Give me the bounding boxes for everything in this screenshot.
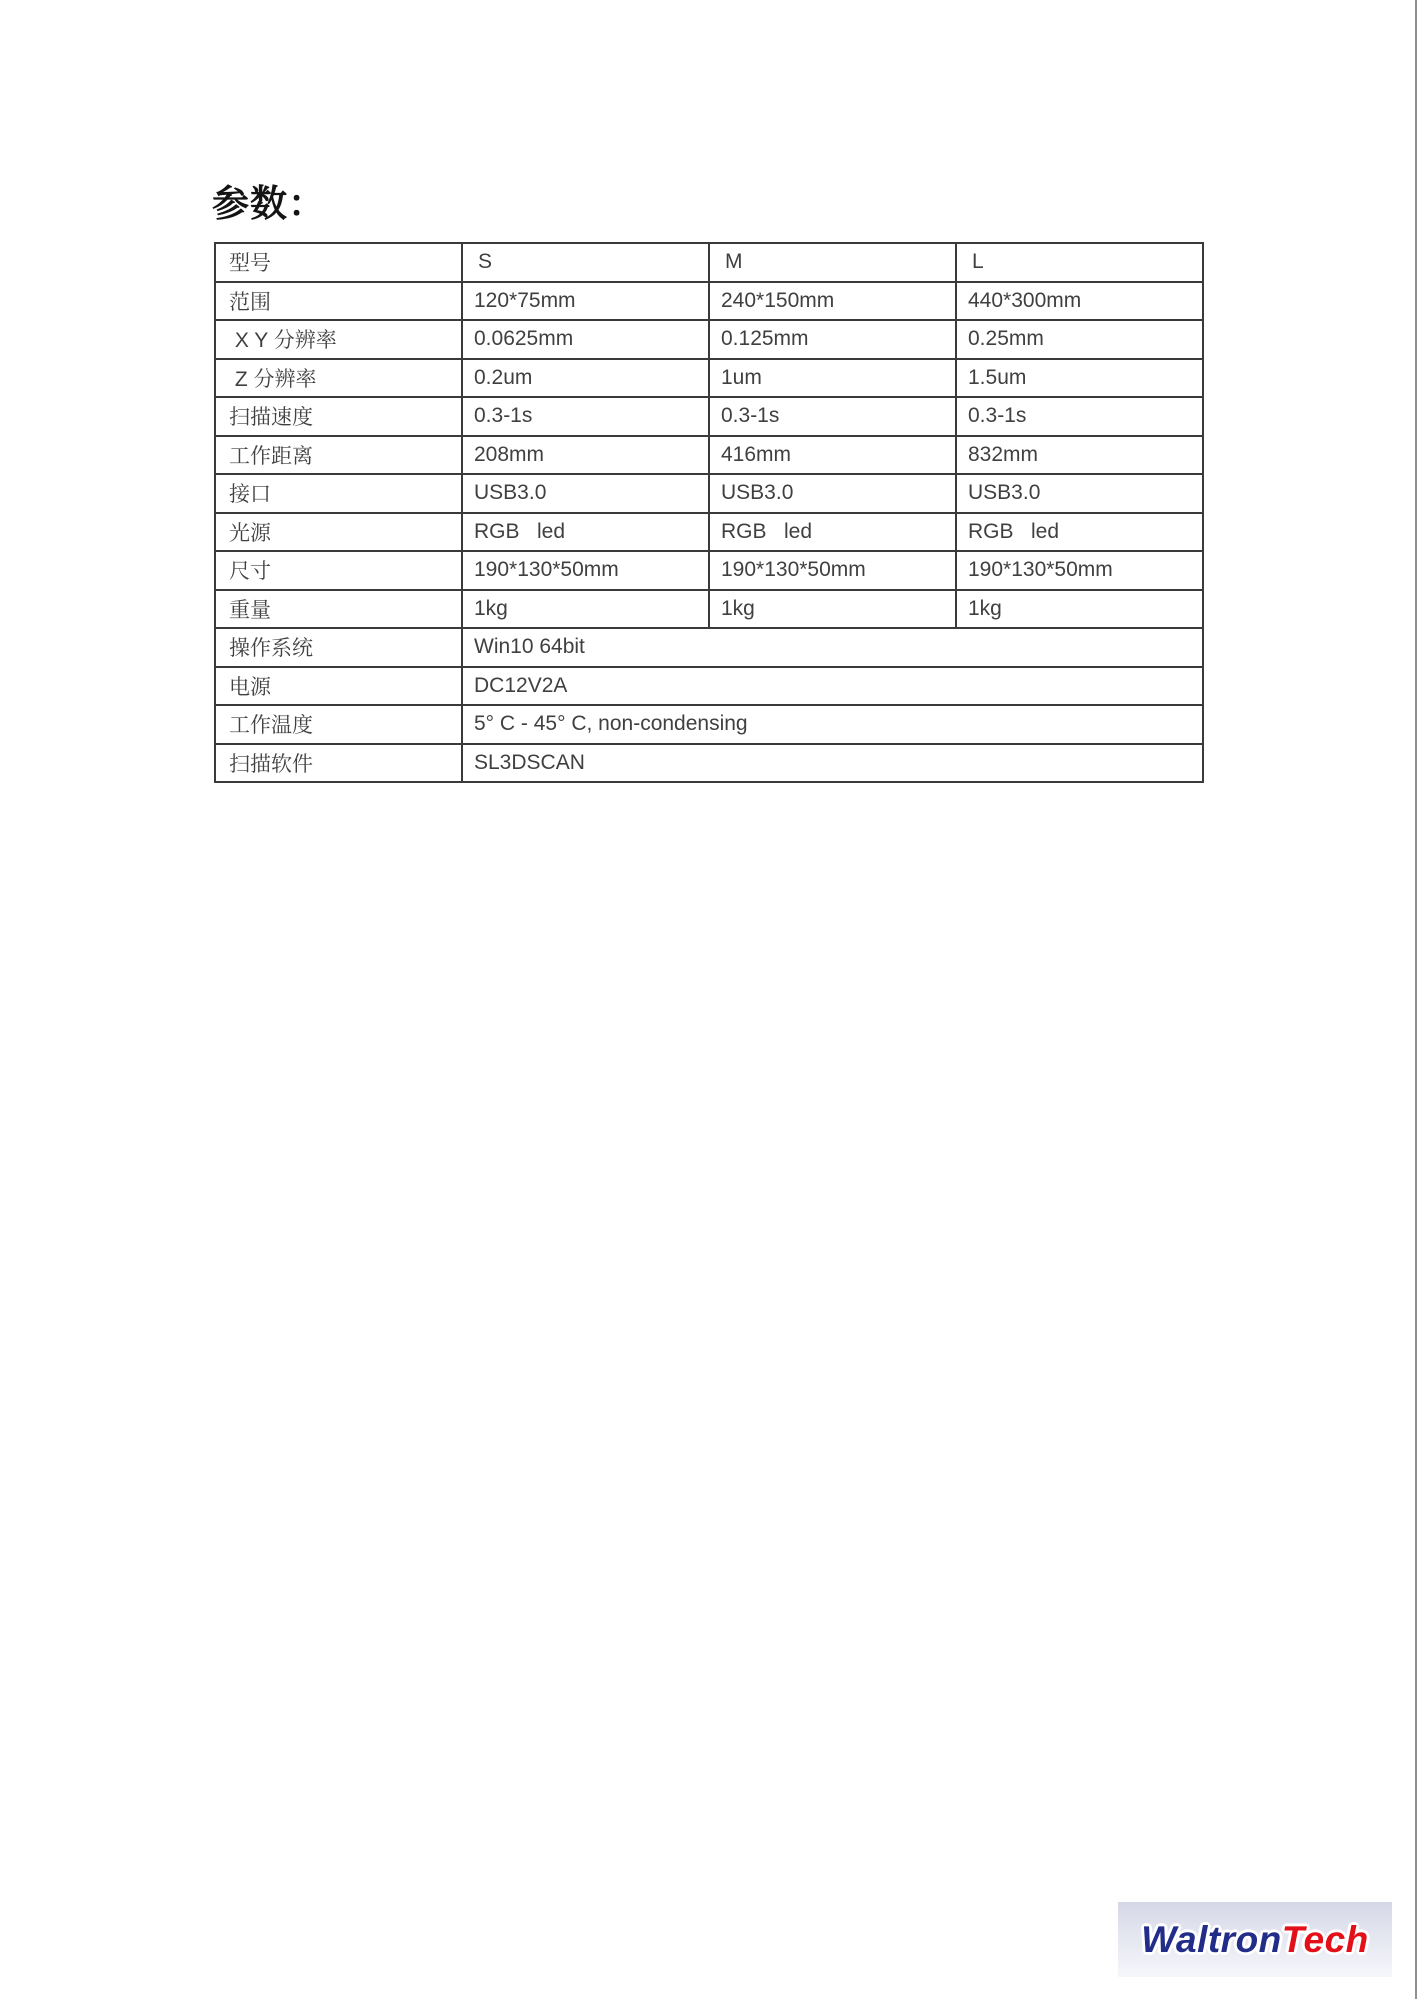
cell-value: 416mm bbox=[709, 436, 956, 475]
cell-value: USB3.0 bbox=[709, 474, 956, 513]
row-label: 电源 bbox=[215, 667, 462, 706]
table-row-scan-speed bbox=[215, 397, 1203, 436]
cell-value: USB3.0 bbox=[956, 474, 1203, 513]
spec-table bbox=[214, 242, 1204, 783]
table-row-scan-software bbox=[215, 744, 1203, 783]
cell-value: 1um bbox=[709, 359, 956, 398]
table-row-weight bbox=[215, 590, 1203, 629]
cell-value: 0.0625mm bbox=[462, 320, 709, 359]
page-title: 参数： bbox=[212, 183, 326, 224]
row-label: 工作距离 bbox=[215, 436, 462, 475]
logo-text bbox=[1141, 1919, 1369, 1961]
cell-value: 1kg bbox=[956, 590, 1203, 629]
cell-value: 440*300mm bbox=[956, 282, 1203, 321]
row-label: 接口 bbox=[215, 474, 462, 513]
row-label: 操作系统 bbox=[215, 628, 462, 667]
logo-text-tech: Tech bbox=[1281, 1918, 1369, 1960]
row-label: 光源 bbox=[215, 513, 462, 552]
table-row-power bbox=[215, 667, 1203, 706]
cell-value: 1kg bbox=[709, 590, 956, 629]
header-col-l: L bbox=[956, 243, 1203, 282]
table-row-working-distance bbox=[215, 436, 1203, 475]
cell-value: 240*150mm bbox=[709, 282, 956, 321]
cell-value: USB3.0 bbox=[462, 474, 709, 513]
cell-value: RGB led bbox=[462, 513, 709, 552]
cell-value: 208mm bbox=[462, 436, 709, 475]
table-header-row bbox=[215, 243, 1203, 282]
cell-value: 832mm bbox=[956, 436, 1203, 475]
header-col-s: S bbox=[462, 243, 709, 282]
header-row-label: 型号 bbox=[215, 243, 462, 282]
cell-value: 190*130*50mm bbox=[956, 551, 1203, 590]
row-label: X Y 分辨率 bbox=[215, 320, 462, 359]
row-label: Z 分辨率 bbox=[215, 359, 462, 398]
cell-value: 190*130*50mm bbox=[462, 551, 709, 590]
row-label: 重量 bbox=[215, 590, 462, 629]
table-row-light-source bbox=[215, 513, 1203, 552]
cell-value: RGB led bbox=[956, 513, 1203, 552]
cell-value-merged: 5° C - 45° C, non-condensing bbox=[462, 705, 1203, 744]
cell-value: 190*130*50mm bbox=[709, 551, 956, 590]
cell-value: 1.5um bbox=[956, 359, 1203, 398]
row-label: 工作温度 bbox=[215, 705, 462, 744]
table-row-range bbox=[215, 282, 1203, 321]
row-label: 尺寸 bbox=[215, 551, 462, 590]
cell-value: 0.3-1s bbox=[709, 397, 956, 436]
row-label: 扫描速度 bbox=[215, 397, 462, 436]
table-row-dimensions bbox=[215, 551, 1203, 590]
cell-value: RGB led bbox=[709, 513, 956, 552]
cell-value: 120*75mm bbox=[462, 282, 709, 321]
table-row-operating-system bbox=[215, 628, 1203, 667]
cell-value: 0.3-1s bbox=[462, 397, 709, 436]
row-label: 范围 bbox=[215, 282, 462, 321]
waltrontech-logo bbox=[1118, 1902, 1392, 1977]
cell-value: 0.25mm bbox=[956, 320, 1203, 359]
table-row-z-resolution bbox=[215, 359, 1203, 398]
table-row-interface bbox=[215, 474, 1203, 513]
cell-value: 0.125mm bbox=[709, 320, 956, 359]
row-label: 扫描软件 bbox=[215, 744, 462, 783]
cell-value-merged: Win10 64bit bbox=[462, 628, 1203, 667]
cell-value: 1kg bbox=[462, 590, 709, 629]
table-row-xy-resolution bbox=[215, 320, 1203, 359]
table-row-working-temperature bbox=[215, 705, 1203, 744]
logo-text-waltron: Waltron bbox=[1141, 1918, 1282, 1960]
cell-value: 0.2um bbox=[462, 359, 709, 398]
cell-value-merged: SL3DSCAN bbox=[462, 744, 1203, 783]
header-col-m: M bbox=[709, 243, 956, 282]
cell-value: 0.3-1s bbox=[956, 397, 1203, 436]
cell-value-merged: DC12V2A bbox=[462, 667, 1203, 706]
